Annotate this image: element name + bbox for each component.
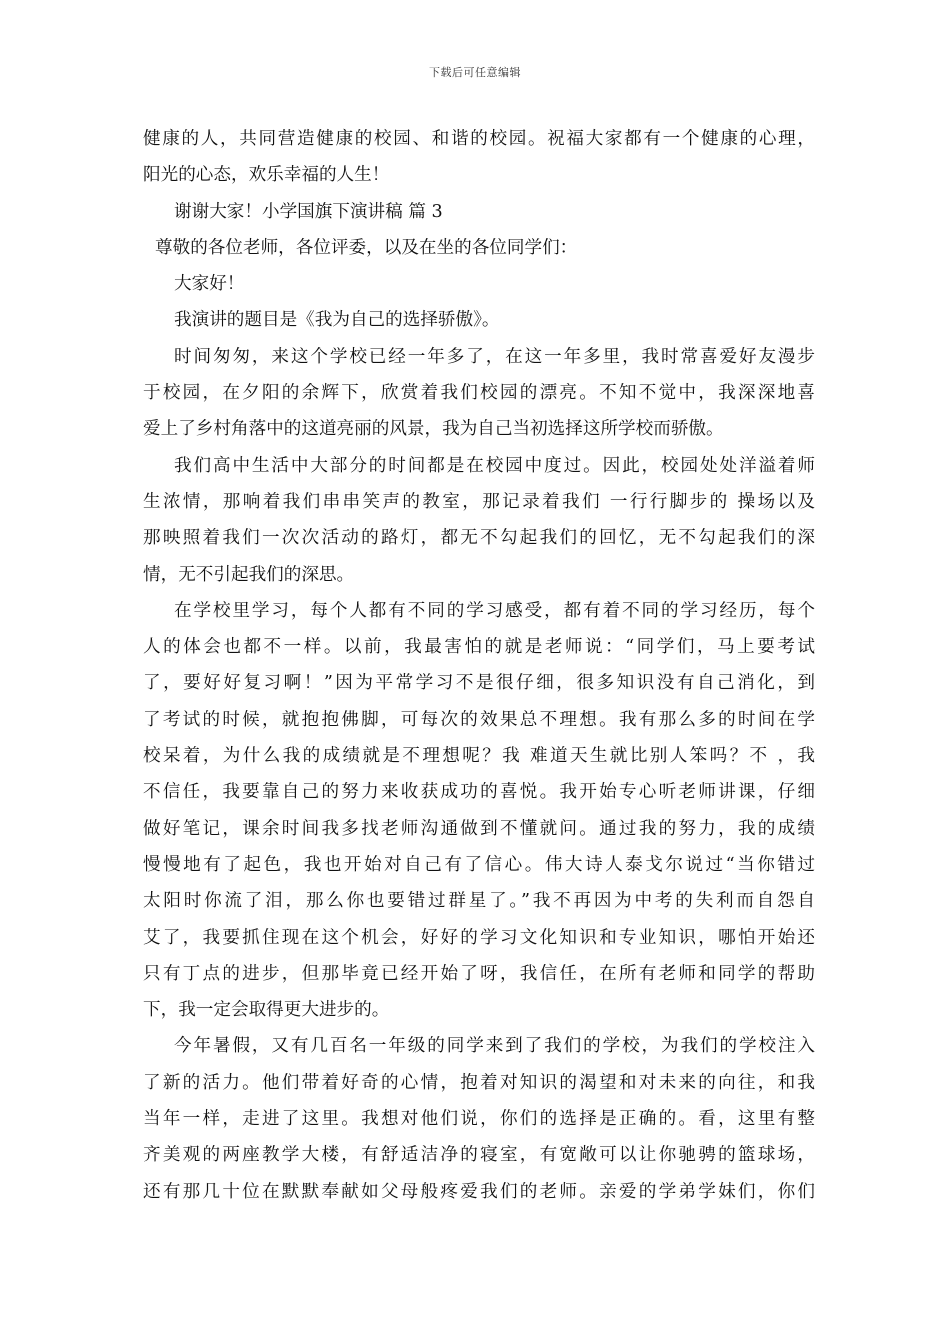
paragraph-line: 我们高中生活中大部分的时间都是在校园中度过。因此，校园处处洋溢着师 bbox=[174, 455, 815, 476]
paragraph-line: 生浓情，那响着我们串串笑声的教室，那记录着我们 一行行脚步的 操场以及 bbox=[143, 491, 815, 512]
paragraph-line: 太阳时你流了泪，那么你也要错过群星了。”我不再因为中考的失利而自怨自 bbox=[143, 891, 815, 912]
paragraph-line: 在学校里学习，每个人都有不同的学习感受，都有着不同的学习经历，每个 bbox=[174, 600, 815, 621]
paragraph-line: 情，无不引起我们的深思。 bbox=[143, 564, 355, 585]
paragraph-line: 健康的人，共同营造健康的校园、和谐的校园。祝福大家都有一个健康的心理， bbox=[143, 129, 815, 149]
paragraph-line: 今年暑假，又有几百名一年级的同学来到了我们的学校，为我们的学校注入 bbox=[174, 1036, 815, 1057]
paragraph-line: 人的体会也都不一样。以前，我最害怕的就是老师说：“同学们，马上要考试 bbox=[143, 637, 815, 658]
paragraph-line: 慢慢地有了起色，我也开始对自己有了信心。伟大诗人泰戈尔说过“当你错过 bbox=[143, 854, 815, 875]
paragraph-line: 了考试的时候，就抱抱佛脚，可每次的效果总不理想。我有那么多的时间在学 bbox=[143, 709, 815, 730]
document-body bbox=[143, 121, 815, 1210]
paragraph-line: 下，我一定会取得更大进步的。 bbox=[143, 1000, 390, 1021]
paragraph-line: 还有那几十位在默默奉献如父母般疼爱我们的老师。亲爱的学弟学妹们，你们 bbox=[143, 1181, 815, 1202]
section-heading-line: 谢谢大家！小学国旗下演讲稿 篇 3 bbox=[174, 201, 443, 222]
paragraph-line: 爱上了乡村角落中的这道亮丽的风景，我为自己当初选择这所学校而骄傲。 bbox=[143, 419, 724, 440]
paragraph-line: 了新的活力。他们带着好奇的心情，抱着对知识的渴望和对未来的向往，和我 bbox=[143, 1072, 815, 1093]
paragraph-line: 时间匆匆，来这个学校已经一年多了，在这一年多里，我时常喜爱好友漫步 bbox=[174, 346, 815, 367]
paragraph-line: 齐美观的两座教学大楼，有舒适洁净的寝室，有宽敞可以让你驰骋的篮球场， bbox=[143, 1145, 815, 1166]
paragraph-line: 于校园，在夕阳的余辉下，欣赏着我们校园的漂亮。不知不觉中，我深深地喜 bbox=[143, 383, 815, 404]
paragraph-line: 那映照着我们一次次活动的路灯，都无不勾起我们的回忆，无不勾起我们的深 bbox=[143, 528, 815, 549]
page-header: 下载后可任意编辑 bbox=[429, 66, 521, 79]
paragraph-line: 当年一样，走进了这里。我想对他们说，你们的选择是正确的。看，这里有整 bbox=[143, 1109, 815, 1130]
paragraph-line: 艾了，我要抓住现在这个机会，好好的学习文化知识和专业知识，哪怕开始还 bbox=[143, 927, 815, 948]
paragraph-line: 不信任，我要靠自己的努力来收获成功的喜悦。我开始专心听老师讲课，仔细 bbox=[143, 782, 815, 803]
paragraph-line: 了，要好好复习啊！”因为平常学习不是很仔细，很多知识没有自己消化，到 bbox=[143, 673, 815, 694]
paragraph-line: 阳光的心态，欢乐幸福的人生！ bbox=[143, 165, 390, 186]
paragraph-line: 只有丁点的进步，但那毕竟已经开始了呀，我信任，在所有老师和同学的帮助 bbox=[143, 963, 815, 984]
paragraph-line: 校呆着，为什么我的成绩就是不理想呢？我 难道天生就比别人笨吗？不 ，我 bbox=[143, 746, 815, 767]
greeting-line: 大家好！ bbox=[174, 274, 245, 295]
paragraph-line: 做好笔记，课余时间我多找老师沟通做到不懂就问。通过我的努力，我的成绩 bbox=[143, 818, 815, 839]
speech-title-line: 我演讲的题目是《我为自己的选择骄傲》。 bbox=[174, 310, 500, 331]
salutation-line: 尊敬的各位老师，各位评委，以及在坐的各位同学们： bbox=[155, 237, 578, 258]
